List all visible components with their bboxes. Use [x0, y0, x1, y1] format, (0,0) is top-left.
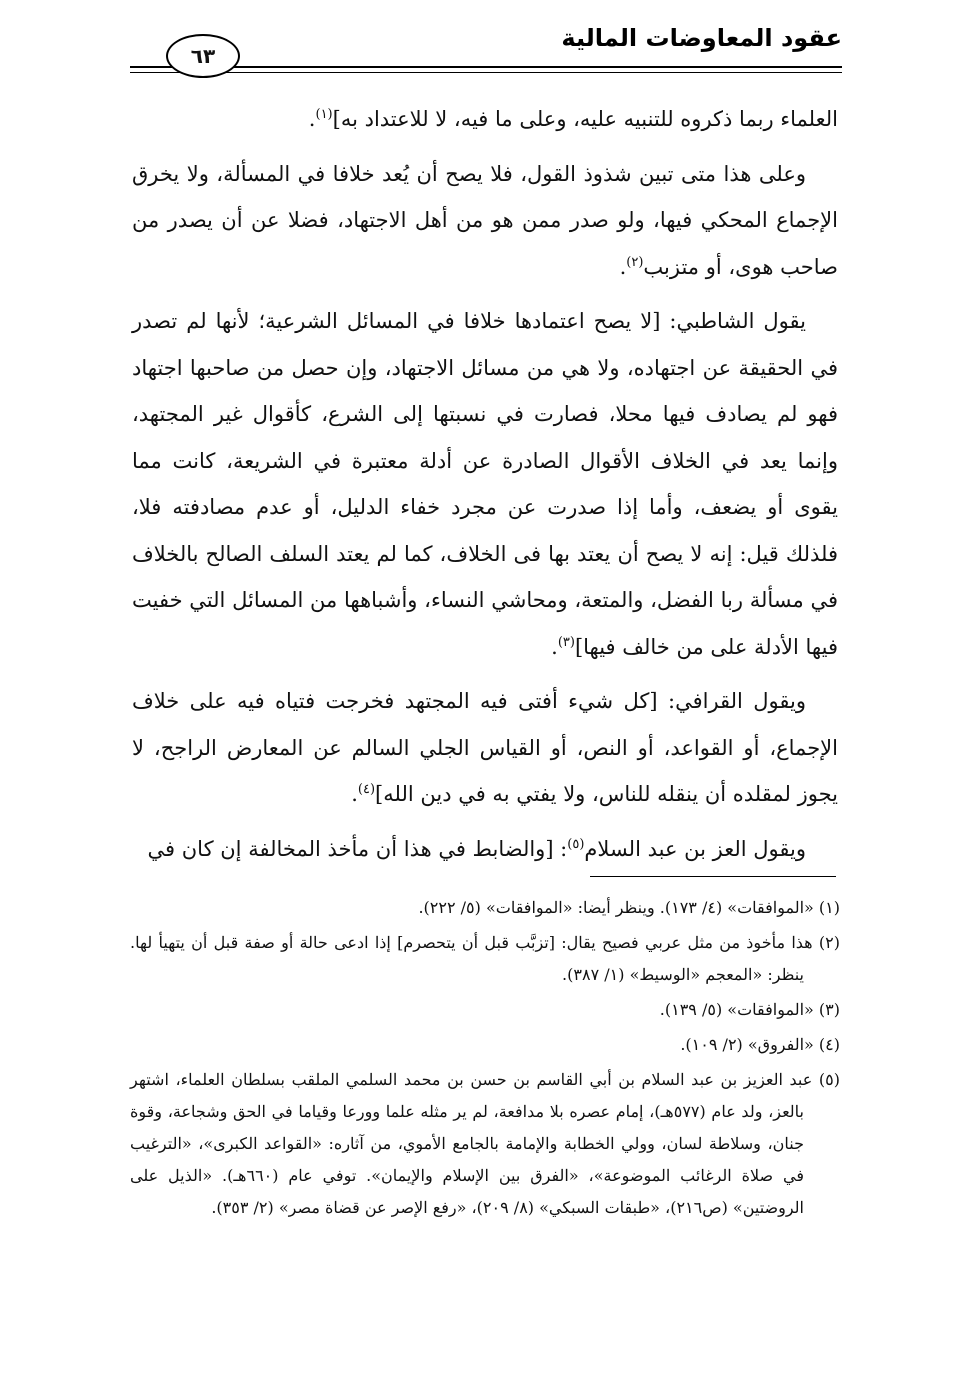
header-rule-thin — [130, 72, 842, 73]
footnote-4: (٤) «الفروق» (٢/ ١٠٩). — [680, 1035, 840, 1054]
running-title: عقود المعاوضات المالية — [561, 24, 842, 52]
header-rule — [130, 66, 842, 68]
footnote-5: (٥) عبد العزيز بن عبد السلام بن أبي القاسم بن حسن بن محمد السلمي الملقب بسلطان العلماء، اشتهر بالعز، ولد عام (٥٧٧هـ)، إمام عصره بلا مدافعة، لم ير مثله علما وورعا وقياما في الحق وشجاعة، وقوة جنان، وسلاطة لسان، وولي الخطابة والإمامة بالجامع الأموي، من آثاره: «القواعد الكبرى»، «الترغيب في صلاة الرغائب الموضوعة»، «الفرق بين الإسلام والإيمان». توفي عام (٦٦٠هـ). «الذيل على الروضتين» (ص٢١٦)، «طبقات السبكي» (٨/ ٢٠٩)، «رفع الإصر عن قضاة مصر» (٢/ ٣٥٣). — [130, 1070, 840, 1217]
footnote-ref-2: (٢) — [626, 254, 644, 270]
footnote-ref-3: (٣) — [557, 634, 575, 650]
footnote-3: (٣) «الموافقات» (٥/ ١٣٩). — [659, 1000, 840, 1019]
footnote-ref-1: (١) — [315, 107, 333, 122]
paragraph-3 — [132, 298, 838, 670]
footnote-separator — [590, 876, 836, 877]
paragraph-1 — [132, 96, 838, 143]
paragraph-text: يقول الشاطبي: [لا يصح اعتمادها خلافا في المسائل الشرعية؛ لأنها لم تصدر في الحقيقة عن اجتهاده، ولا هي من مسائل الاجتهاد، وإن حصل من صاحبها اجتهاد فهو لم يصادف فيها محلا، فصارت في نسبتها إلى الشرع، كأقوال غير المجتهد، وإنما يعد في الخلاف الأقوال الصادرة عن أدلة معتبرة في الشريعة، كانت مما يقوى أو يضعف، وأما إذا صدرت عن مجرد خفاء الدليل، أو عدم مصادفته فلا، فلذلك قيل: إنه لا يصح أن يعتد بها فى الخلاف، كما لم يعتد السلف الصالح بالخلاف في مسألة ربا الفضل، والمتعة، ومحاشي النساء، وأشباهها من المسائل التي خفيت فيها الأدلة على من خالف فيها] — [132, 309, 838, 659]
paragraph-text: العلماء ربما ذكروه للتنبيه عليه، وعلى ما فيه، لا للاعتداد به] — [332, 107, 838, 131]
paragraph-text: وعلى هذا متى تبين شذوذ القول، فلا يصح أن يُعد خلافا في المسألة، ولا يخرق الإجماع المحكي فيها، ولو صدر ممن هو من أهل الاجتهاد، فضلا عن أن يصدر من صاحب هوى، أو متزبب — [132, 161, 838, 279]
paragraph-2 — [132, 151, 838, 291]
paragraph-text-rest: : [والضابط في هذا أن مأخذ المخالفة إن كان في — [147, 836, 568, 861]
footnote-2: (٢) هذا مأخوذ من مثل عربي فصيح يقال: [تزبَّب قبل أن يتحصرم] إذا ادعى حالة أو صفة قبل أن يتهيأ لها. ينظر: «المعجم «الوسيط» (١/ ٣٨٧). — [130, 933, 840, 984]
paragraph-text: ويقول العز بن عبد السلام — [584, 836, 806, 861]
paragraph-text: ويقول القرافي: [كل شيء أفتى فيه المجتهد فخرجت فتياه فيه على خلاف الإجماع، أو القواعد، أو النص، أو القياس الجلي السالم عن المعارض الراجح، لا يجوز لمقلده أن ينقله للناس، ولا يفتي به في دين الله] — [132, 689, 838, 806]
paragraph-end: . — [619, 254, 627, 279]
paragraph-4 — [132, 678, 838, 818]
paragraph-end: . — [308, 107, 316, 131]
footnote-ref-5: (٥) — [567, 836, 585, 852]
footnotes — [130, 892, 840, 1227]
main-text — [132, 96, 838, 880]
paragraph-end: . — [551, 634, 558, 659]
page-number: ٦٣ — [166, 34, 240, 78]
footnote-1: (١) «الموافقات» (٤/ ١٧٣). وينظر أيضا: «الموافقات» (٥/ ٢٢٢). — [418, 898, 840, 917]
paragraph-end: . — [351, 782, 358, 806]
page-header — [130, 22, 842, 82]
paragraph-5 — [132, 826, 838, 873]
footnote-ref-4: (٤) — [357, 782, 376, 797]
